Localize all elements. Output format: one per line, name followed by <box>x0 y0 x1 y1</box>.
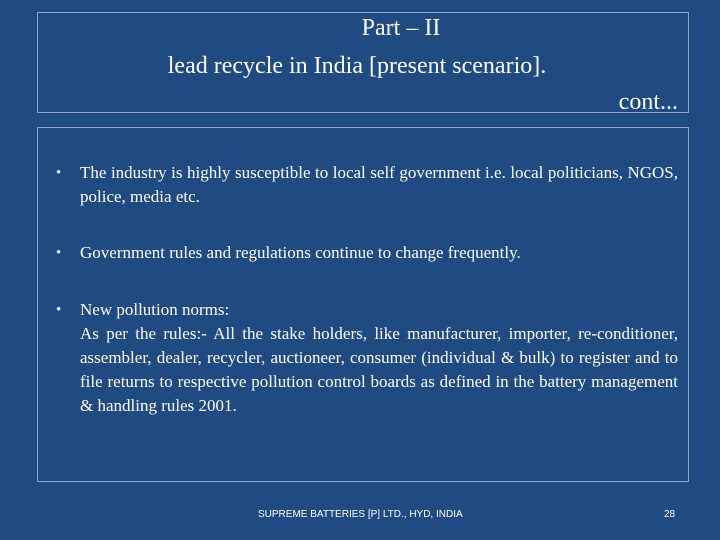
bullet-dot-icon: • <box>56 165 62 181</box>
bullet-text: New pollution norms: As per the rules:- All the stake holders, like manufacturer, importer, re-conditioner, assembler, dealer, recycler, auctioneer, consumer (individual & bulk) to register and to file returns to respective pollution control boards as defined in the battery management & handling rules 2001. <box>80 300 678 415</box>
title-box <box>37 12 689 113</box>
slide-title-continued: cont... <box>618 89 678 115</box>
footer-company: SUPREME BATTERIES [P] LTD., HYD, INDIA <box>258 509 463 520</box>
bullet-dot-icon: • <box>56 302 62 318</box>
slide-title-line-2: lead recycle in India [present scenario]. <box>167 53 547 79</box>
content-box <box>37 127 689 482</box>
slide-title-line-1: Part – II <box>361 15 441 41</box>
bullet-dot-icon: • <box>56 245 62 261</box>
bullet-text: Government rules and regulations continue to change frequently. <box>80 243 521 262</box>
page-number: 28 <box>664 509 676 520</box>
bullet-list <box>38 128 688 481</box>
bullet-text: The industry is highly susceptible to local self government i.e. local politicians, NGOS, police, media etc. <box>80 163 678 206</box>
